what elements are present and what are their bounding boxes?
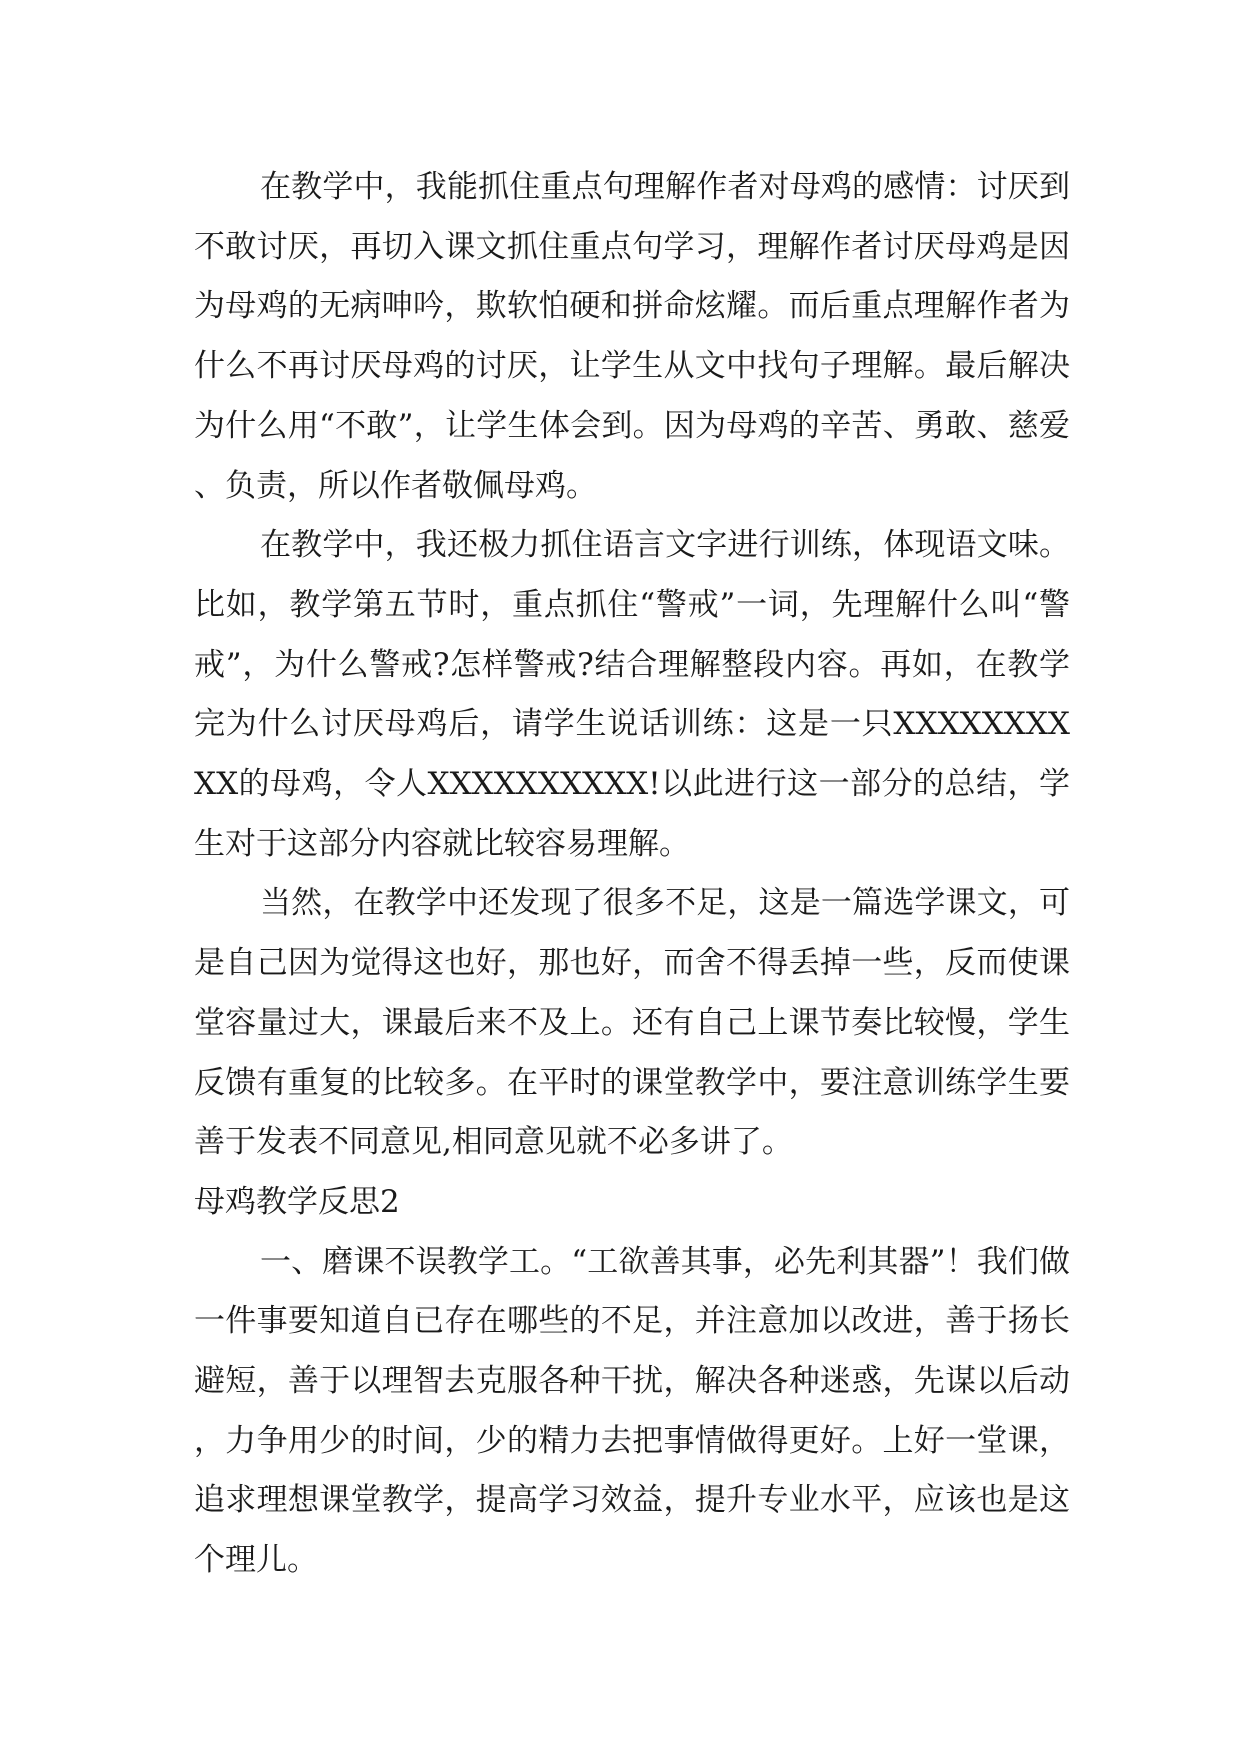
section-title: 母鸡教学反思2 bbox=[194, 1183, 400, 1220]
paragraph-3: 当然，在教学中还发现了很多不足，这是一篇选学课文，可是自己因为觉得这也好，那也好，而舍不得丢掉一些，反而使课堂容量过大，课最后来不及上。还有自己上课节奏比较慢，学生反馈有重复的比较多。在平时的课堂教学中，要注意训练学生要善于发表不同意见,相同意见就不必多讲了。 bbox=[194, 885, 1070, 1161]
paragraph-2: 在教学中，我还极力抓住语言文字进行训练，体现语文味。比如，教学第五节时，重点抓住“警戒”一词，先理解什么叫“警戒”，为什么警戒?怎样警戒?结合理解整段内容。再如，在教学完为什么讨厌母鸡后，请学生说话训练：这是一只XXXXXXXXXX的母鸡，令人XXXXXXXXXX!以此进行这一部分的总结，学生对于这部分内容就比较容易理解。 bbox=[194, 527, 1070, 862]
document-body bbox=[194, 158, 1070, 1591]
section-paragraph-1: 一、磨课不误教学工。“工欲善其事，必先利其器”！我们做一件事要知道自已存在哪些的不足，并注意加以改进，善于扬长避短，善于以理智去克服各种干扰，解决各种迷惑，先谋以后动，力争用少的时间，少的精力去把事情做得更好。上好一堂课，追求理想课堂教学，提高学习效益，提升专业水平，应该也是这个理儿。 bbox=[194, 1243, 1070, 1579]
paragraph-1: 在教学中，我能抓住重点句理解作者对母鸡的感情：讨厌到不敢讨厌，再切入课文抓住重点句学习，理解作者讨厌母鸡是因为母鸡的无病呻吟，欺软怕硬和拼命炫耀。而后重点理解作者为什么不再讨厌母鸡的讨厌，让学生从文中找句子理解。最后解决为什么用“不敢”，让学生体会到。因为母鸡的辛苦、勇敢、慈爱、负责，所以作者敬佩母鸡。 bbox=[194, 169, 1070, 504]
